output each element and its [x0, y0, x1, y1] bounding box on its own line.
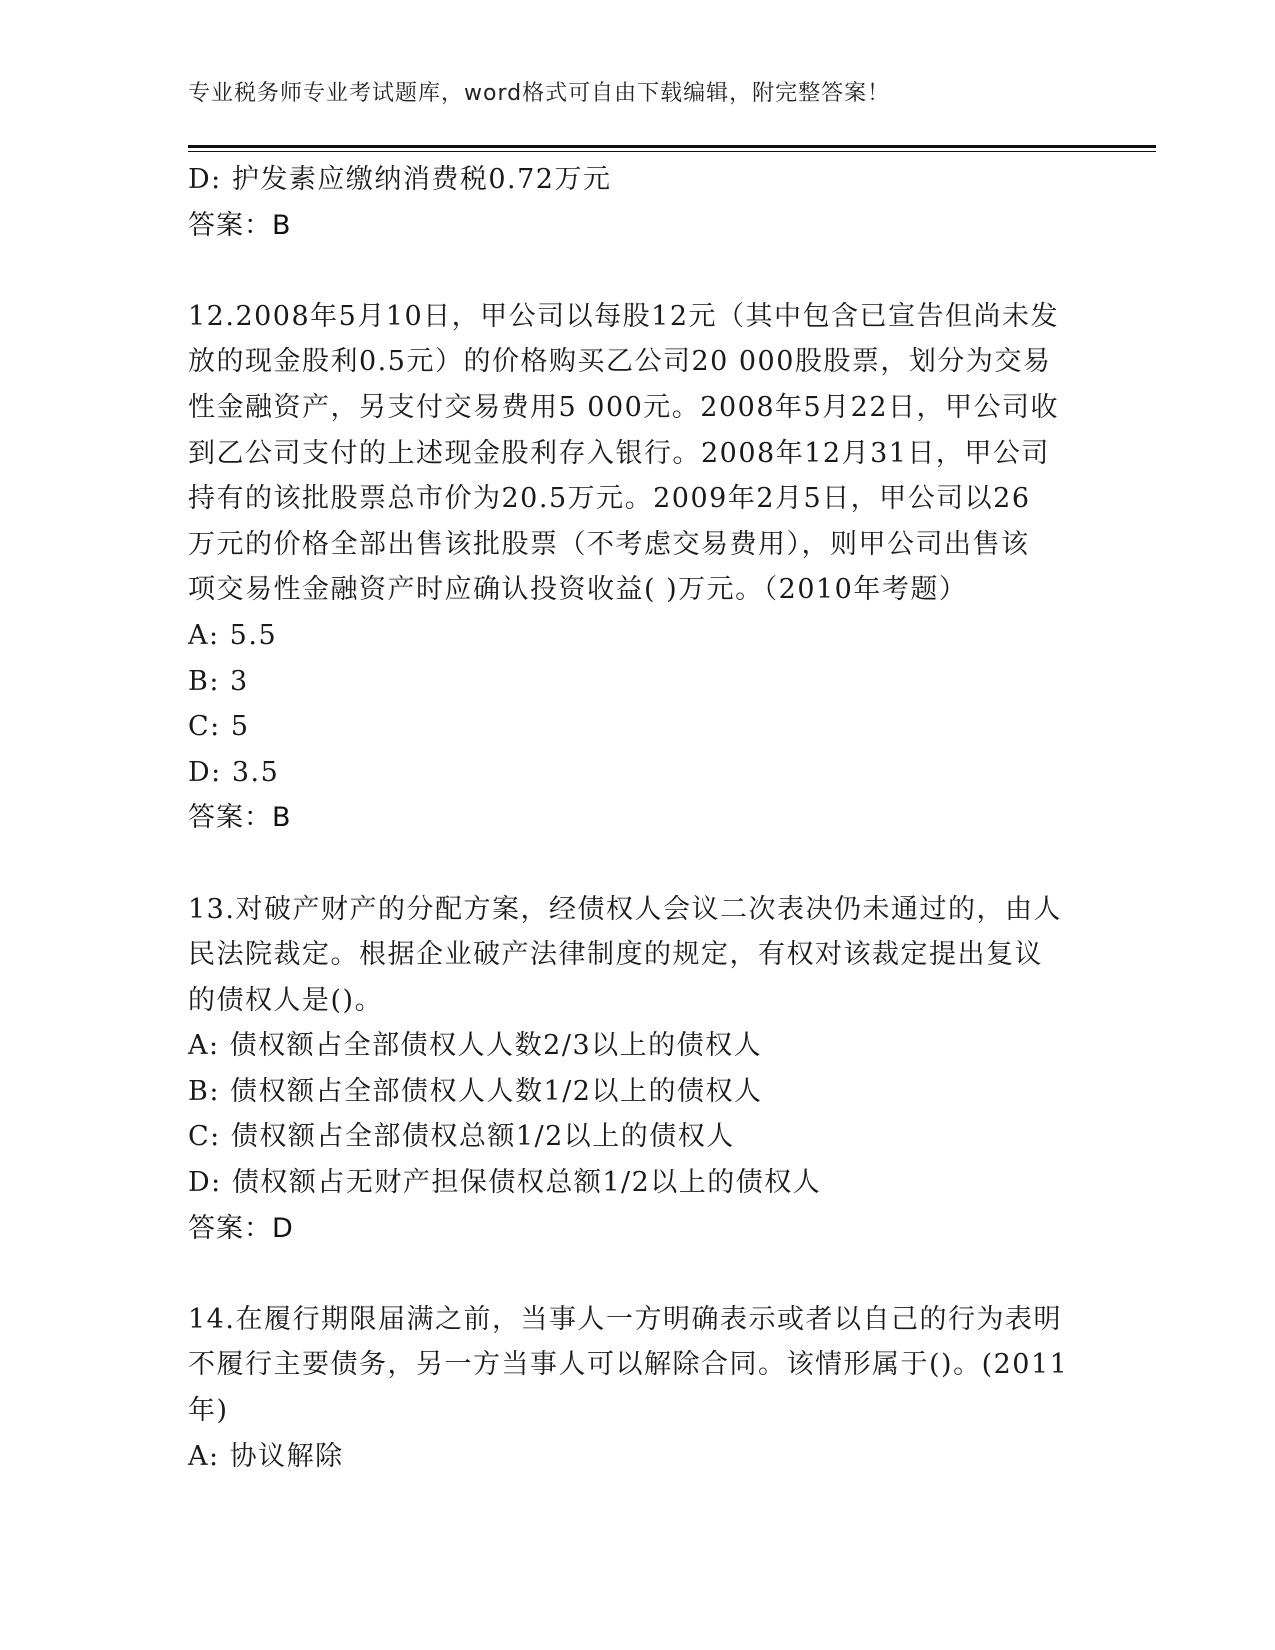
header-divider-thin [188, 151, 1156, 152]
question-text-line: 12.2008年5月10日，甲公司以每股12元（其中包含已宣告但尚未发 [188, 300, 1060, 332]
question-text-line: 的债权人是()。 [188, 984, 384, 1016]
header-divider-thick [188, 145, 1156, 148]
question-text-line: 到乙公司支付的上述现金股利存入银行。2008年12月31日，甲公司 [188, 437, 1050, 469]
question-text-line: 持有的该批股票总市价为20.5万元。2009年2月5日，甲公司以26 [188, 483, 1031, 515]
question-text-line: 万元的价格全部出售该批股票（不考虑交易费用），则甲公司出售该 [188, 528, 1030, 560]
question-text-line: 14.在履行期限届满之前，当事人一方明确表示或者以自己的行为表明 [188, 1303, 1062, 1335]
option-c: C: 5 [188, 711, 250, 743]
answer-line: 答案：B [188, 802, 292, 834]
question-12 [188, 294, 1088, 841]
answer-line: 答案：B [188, 209, 292, 241]
option-d: D: 债权额占无财产担保债权总额1/2以上的债权人 [188, 1167, 822, 1199]
spacer [188, 1251, 1088, 1297]
document-body [188, 157, 1088, 1479]
question-text-line: 13.对破产财产的分配方案，经债权人会议二次表决仍未通过的，由人 [188, 893, 1062, 925]
option-a: A: 债权额占全部债权人人数2/3以上的债权人 [188, 1030, 763, 1062]
option-c: C: 债权额占全部债权总额1/2以上的债权人 [188, 1121, 735, 1153]
spacer [188, 248, 1088, 294]
answer-line: 答案：D [188, 1212, 294, 1244]
option-b: B: 3 [188, 665, 249, 697]
option-d: D: 3.5 [188, 756, 280, 788]
question-text-line: 性金融资产，另支付交易费用5 000元。2008年5月22日，甲公司收 [188, 391, 1060, 423]
question-text-line: 不履行主要债务，另一方当事人可以解除合同。该情形属于()。(2011 [188, 1349, 1069, 1381]
question-13 [188, 887, 1088, 1252]
question-text-line: 放的现金股利0.5元）的价格购买乙公司20 000股股票，划分为交易 [188, 346, 1052, 378]
question-text-line: 民法院裁定。根据企业破产法律制度的规定，有权对该裁定提出复议 [188, 939, 1043, 971]
question-text-line: 年) [188, 1395, 229, 1427]
question-14 [188, 1297, 1088, 1479]
option-b: B: 债权额占全部债权人人数1/2以上的债权人 [188, 1075, 763, 1107]
spacer [188, 841, 1088, 887]
page-header: 专业税务师专业考试题库，word格式可自由下载编辑，附完整答案！ [188, 81, 891, 106]
option-d: D: 护发素应缴纳消费税0.72万元 [188, 164, 612, 195]
question-text-line: 项交易性金融资产时应确认投资收益( )万元。（2010年考题） [188, 574, 968, 606]
option-a: A: 5.5 [188, 619, 278, 651]
option-a: A: 协议解除 [188, 1440, 344, 1472]
